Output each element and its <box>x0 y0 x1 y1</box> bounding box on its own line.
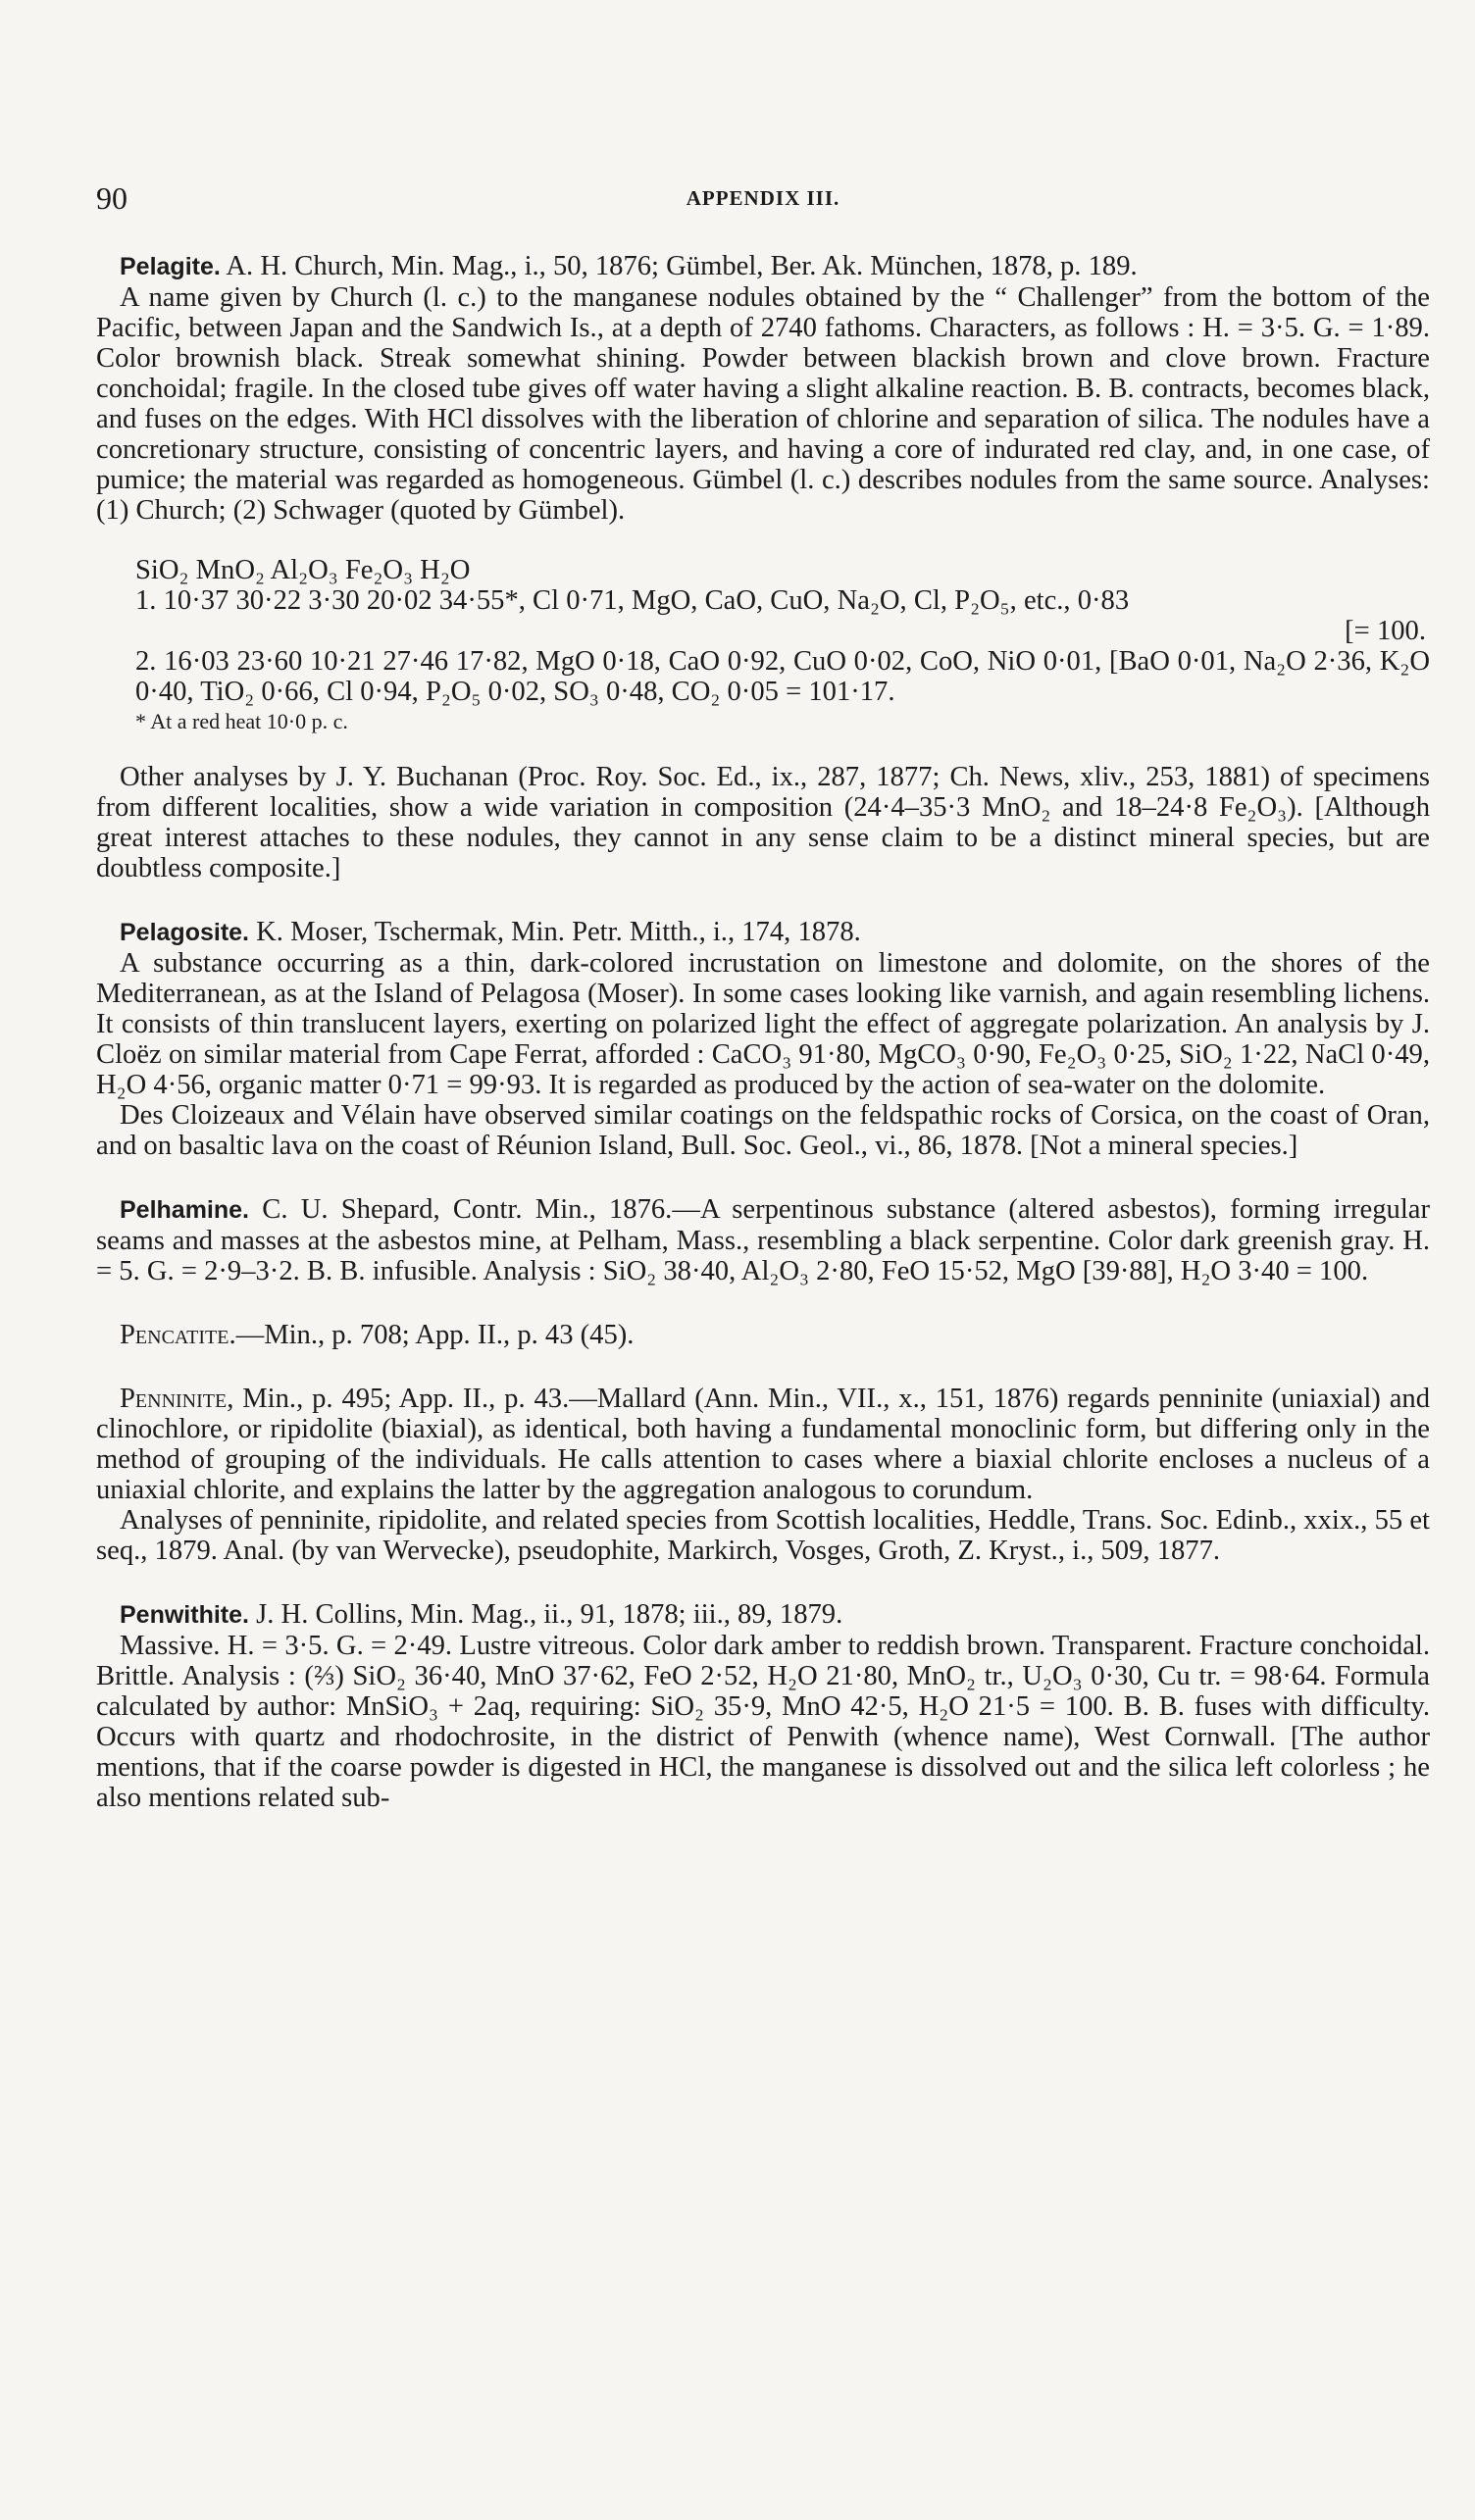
entry-name: Penninite, <box>120 1384 234 1414</box>
analysis-row-1: 1. 10·37 30·22 3·30 20·02 34·55*, Cl 0·71, MgO, CaO, CuO, Na₂O, Cl, P₂O₅, etc., 0·83 <box>135 585 1130 616</box>
entry-reference: A. H. Church, Min. Mag., i., 50, 1876; Gümbel, Ber. Ak. München, 1878, p. 189. <box>226 251 1138 281</box>
entry-reference: C. U. Shepard, Contr. Min., 1876. <box>262 1194 673 1225</box>
running-head: APPENDIX III. <box>686 186 840 210</box>
entry-pelagite-text-2: Other analyses by J. Y. Buchanan (Proc. Roy. Soc. Ed., ix., 287, 1877; Ch. News, xliv., 253, 1881) of specimens from different localities, show a wide variation in composition (24·4–35·3 MnO₂ and 18–24·8 Fe₂O₃). [Although great interest attaches to these nodules, they cannot in any sense claim to be a distinct mineral species, but are doubtless composite.] <box>96 762 1430 883</box>
entry-name: Pencatite. <box>120 1320 236 1350</box>
entry-pelagite-heading <box>96 251 1430 282</box>
entry-name: Penwithite. <box>120 1601 249 1629</box>
entry-penninite <box>96 1384 1430 1505</box>
entry-text: —A serpentinous substance (altered asbestos), forming irregular seams and masses at the asbestos mine, at Pelham, Mass., resembling a black serpentine. Color dark greenish gray. H. = 5. G. = 2·9–3·2. B. B. infusible. Analysis : SiO₂ 38·40, Al₂O₃ 2·80, FeO 15·52, MgO [39·88], H₂O 3·40 = 100. <box>96 1194 1430 1286</box>
entry-pelagite-text: A name given by Church (l. c.) to the manganese nodules obtained by the “ Challenger” from the bottom of the Pacific, between Japan and the Sandwich Is., at a depth of 2740 fathoms. Characters, as follows : H. = 3·5. G. = 1·89. Color brownish black. Streak somewhat shining. Powder between blackish brown and clove brown. Fracture conchoidal; fragile. In the closed tube gives off water having a slight alkaline reaction. B. B. contracts, becomes black, and fuses on the edges. With HCl dissolves with the liberation of chlorine and separation of silica. The nodules have a concretionary structure, consisting of concentric layers, and having a core of indurated red clay, and, in one case, of pumice; the material was regarded as homogeneous. Gümbel (l. c.) describes nodules from the same source. Analyses: (1) Church; (2) Schwager (quoted by Gümbel). <box>96 282 1430 526</box>
analysis-table-header: SiO₂ MnO₂ Al₂O₃ Fe₂O₃ H₂O <box>135 555 471 585</box>
entry-pencatite <box>96 1320 1430 1350</box>
page-header <box>96 180 1430 220</box>
page-number: 90 <box>96 180 127 216</box>
entry-pelhamine <box>96 1194 1430 1286</box>
entry-pelagosite-text: A substance occurring as a thin, dark-colored incrustation on limestone and dolomite, on the shores of the Mediterranean, as at the Island of Pelagosa (Moser). In some cases looking like varnish, and again resembling lichens. It consists of thin translucent layers, exerting on polarized light the effect of aggregate polarization. An analysis by J. Cloëz on similar material from Cape Ferrat, afforded : CaCO₃ 91·80, MgCO₃ 0·90, Fe₂O₃ 0·25, SiO₂ 1·22, NaCl 0·49, H₂O 4·56, organic matter 0·71 = 99·93. It is regarded as produced by the action of sea-water on the dolomite. <box>96 948 1430 1100</box>
entry-name: Pelhamine. <box>120 1196 249 1224</box>
entry-name: Pelagite. <box>120 253 221 280</box>
entry-reference: J. H. Collins, Min. Mag., ii., 91, 1878; iii., 89, 1879. <box>256 1599 843 1630</box>
page-body <box>96 251 1430 1813</box>
entry-text: Min., p. 495; App. II., p. 43.—Mallard (Ann. Min., VII., x., 151, 1876) regards penninite (uniaxial) and clinochlore, or ripidolite (biaxial), as identical, both having a fundamental monoclinic form, but differing only in the method of grouping of the individuals. He calls attention to cases where a biaxial chlorite encloses a nucleus of a uniaxial chlorite, and explains the latter by the aggregation analogous to corundum. <box>96 1384 1430 1505</box>
entry-penninite-text-2: Analyses of penninite, ripidolite, and related species from Scottish localities, Heddle, Trans. Soc. Edinb., xxix., 55 et seq., 1879. Anal. (by van Wervecke), pseudophite, Markirch, Vosges, Groth, Z. Kryst., i., 509, 1877. <box>96 1505 1430 1566</box>
analysis-row-2: 2. 16·03 23·60 10·21 27·46 17·82, MgO 0·18, CaO 0·92, CuO 0·02, CoO, NiO 0·01, [BaO 0·01, Na₂O 2·36, K₂O 0·40, TiO₂ 0·66, Cl 0·94, P₂O₅ 0·02, SO₃ 0·48, CO₂ 0·05 = 101·17. <box>135 646 1430 707</box>
entry-penwithite-text: Massive. H. = 3·5. G. = 2·49. Lustre vitreous. Color dark amber to reddish brown. Transparent. Fracture conchoidal. Brittle. Analysis : (⅔) SiO₂ 36·40, MnO 37·62, FeO 2·52, H₂O 21·80, MnO₂ tr., U₂O₃ 0·30, Cu tr. = 98·64. Formula calculated by author: MnSiO₃ + 2aq, requiring: SiO₂ 35·9, MnO 42·5, H₂O 21·5 = 100. B. B. fuses with difficulty. Occurs with quartz and rhodochrosite, in the district of Penwith (whence name), West Cornwall. [The author mentions, that if the coarse powder is digested in HCl, the manganese is dissolved out and the silica left colorless ; he also mentions related sub- <box>96 1631 1430 1813</box>
entry-text: —Min., p. 708; App. II., p. 43 (45). <box>235 1320 635 1350</box>
entry-penwithite-heading <box>96 1599 1430 1631</box>
analysis-table <box>96 555 1430 736</box>
entry-pelagosite-text-2: Des Cloizeaux and Vélain have observed similar coatings on the feldspathic rocks of Corsica, on the coast of Oran, and on basaltic lava on the coast of Réunion Island, Bull. Soc. Geol., vi., 86, 1878. [Not a mineral species.] <box>96 1100 1430 1161</box>
entry-reference: K. Moser, Tschermak, Min. Petr. Mitth., i., 174, 1878. <box>256 917 861 947</box>
analysis-row-1-end: [= 100. <box>1345 616 1426 646</box>
entry-pelagosite-heading <box>96 917 1430 948</box>
table-footnote: * At a red heat 10·0 p. c. <box>135 709 348 733</box>
entry-name: Pelagosite. <box>120 919 249 946</box>
